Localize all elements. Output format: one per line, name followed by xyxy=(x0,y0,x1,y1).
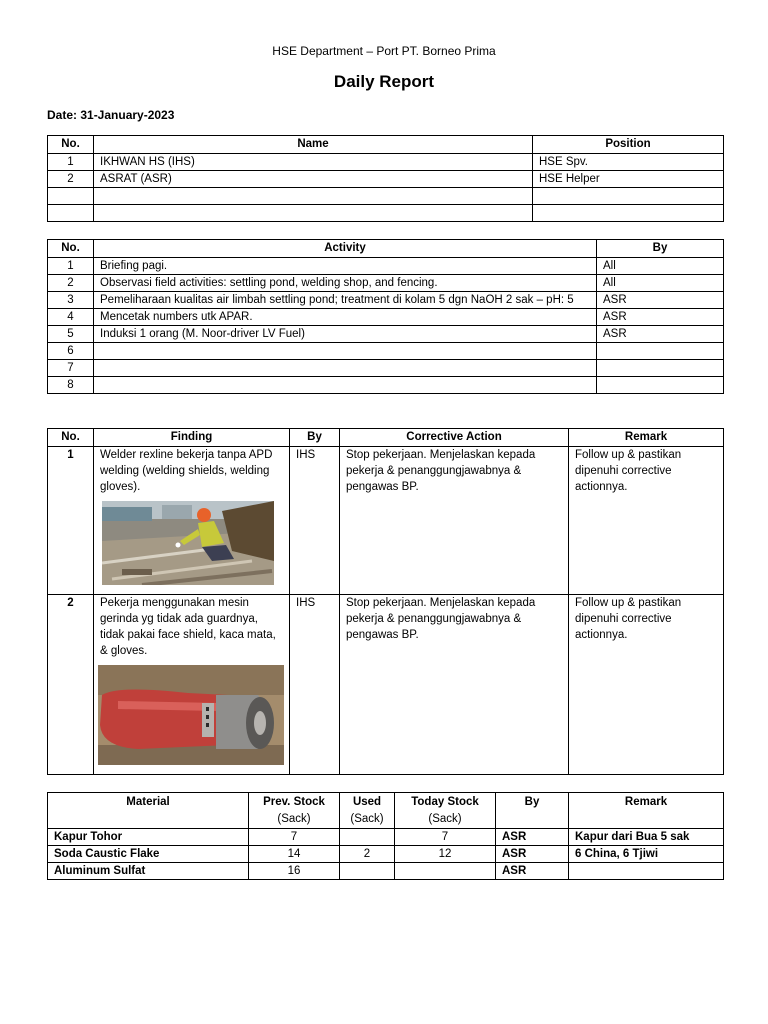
material-by: ASR xyxy=(496,846,569,863)
row-number xyxy=(48,188,94,205)
finding-remark: Follow up & pastikan dipenuhi corrective actionnya. xyxy=(569,447,724,595)
material-remark: Kapur dari Bua 5 sak xyxy=(569,829,724,846)
column-header: By xyxy=(597,240,724,258)
used-stock: 2 xyxy=(340,846,395,863)
row-number: 4 xyxy=(48,309,94,326)
activity-by: All xyxy=(597,275,724,292)
finding-text: Welder rexline bekerja tanpa APD welding (welding shields, welding gloves). xyxy=(100,449,273,493)
row-number: 8 xyxy=(48,377,94,394)
table-row xyxy=(48,171,724,188)
table-row xyxy=(48,846,724,863)
activity-by: ASR xyxy=(597,292,724,309)
column-header: Today Stock (Sack) xyxy=(395,793,496,829)
department-header: HSE Department – Port PT. Borneo Prima xyxy=(272,44,496,58)
activity-by: All xyxy=(597,258,724,275)
material-remark: 6 China, 6 Tjiwi xyxy=(569,846,724,863)
person-name xyxy=(94,205,533,222)
report-title: Daily Report xyxy=(333,72,435,91)
person-position: HSE Helper xyxy=(533,171,724,188)
column-header: Position xyxy=(533,136,724,154)
activity-text: Observasi field activities: settling pond, welding shop, and fencing. xyxy=(94,275,597,292)
table-row xyxy=(48,829,724,846)
findings-table xyxy=(47,428,724,775)
prev-stock: 14 xyxy=(249,846,340,863)
today-stock: 12 xyxy=(395,846,496,863)
material-name: Kapur Tohor xyxy=(48,829,249,846)
row-number: 2 xyxy=(48,595,94,775)
column-header: Activity xyxy=(94,240,597,258)
today-stock: 7 xyxy=(395,829,496,846)
material-remark xyxy=(569,863,724,880)
activity-by: ASR xyxy=(597,326,724,343)
person-name: IKHWAN HS (IHS) xyxy=(94,154,533,171)
row-number: 1 xyxy=(48,258,94,275)
finding-cell xyxy=(94,595,290,775)
row-number: 5 xyxy=(48,326,94,343)
material-by: ASR xyxy=(496,829,569,846)
table-row xyxy=(48,275,724,292)
row-number: 1 xyxy=(48,154,94,171)
column-header: Finding xyxy=(94,429,290,447)
activity-table xyxy=(47,239,724,394)
table-row xyxy=(48,343,724,360)
table-row xyxy=(48,309,724,326)
welding-photo xyxy=(102,501,274,585)
table-row xyxy=(48,292,724,309)
row-number: 7 xyxy=(48,360,94,377)
table-header-row xyxy=(48,793,724,829)
table-row xyxy=(48,377,724,394)
table-row xyxy=(48,326,724,343)
used-stock xyxy=(340,863,395,880)
table-row xyxy=(48,205,724,222)
column-header: Corrective Action xyxy=(340,429,569,447)
prev-stock: 16 xyxy=(249,863,340,880)
used-stock xyxy=(340,829,395,846)
row-number: 3 xyxy=(48,292,94,309)
person-position xyxy=(533,188,724,205)
material-name: Aluminum Sulfat xyxy=(48,863,249,880)
column-header: Used (Sack) xyxy=(340,793,395,829)
table-row xyxy=(48,258,724,275)
material-name: Soda Caustic Flake xyxy=(48,846,249,863)
row-number: 2 xyxy=(48,171,94,188)
activity-text: Briefing pagi. xyxy=(94,258,597,275)
finding-cell xyxy=(94,447,290,595)
activity-text: Induksi 1 orang (M. Noor-driver LV Fuel) xyxy=(94,326,597,343)
today-stock xyxy=(395,863,496,880)
column-header: By xyxy=(290,429,340,447)
table-header-row xyxy=(48,429,724,447)
column-header: No. xyxy=(48,429,94,447)
column-header: Remark xyxy=(569,793,724,829)
activity-text: Pemeliharaan kualitas air limbah settling pond; treatment di kolam 5 dgn NaOH 2 sak – pH: 5 xyxy=(94,292,597,309)
activity-text xyxy=(94,360,597,377)
column-header: Remark xyxy=(569,429,724,447)
activity-by: ASR xyxy=(597,309,724,326)
report-date: Date: 31-January-2023 xyxy=(47,108,175,122)
column-header: Name xyxy=(94,136,533,154)
row-number: 1 xyxy=(48,447,94,595)
table-row xyxy=(48,447,724,595)
activity-text: Mencetak numbers utk APAR. xyxy=(94,309,597,326)
table-row xyxy=(48,863,724,880)
table-header-row xyxy=(48,136,724,154)
finding-by: IHS xyxy=(290,447,340,595)
finding-by: IHS xyxy=(290,595,340,775)
personnel-table xyxy=(47,135,724,222)
activity-by xyxy=(597,343,724,360)
activity-by xyxy=(597,377,724,394)
table-row xyxy=(48,360,724,377)
table-row xyxy=(48,188,724,205)
prev-stock: 7 xyxy=(249,829,340,846)
column-header: By xyxy=(496,793,569,829)
column-header: No. xyxy=(48,240,94,258)
table-row xyxy=(48,154,724,171)
person-name xyxy=(94,188,533,205)
person-position: HSE Spv. xyxy=(533,154,724,171)
activity-text xyxy=(94,377,597,394)
person-position xyxy=(533,205,724,222)
corrective-action: Stop pekerjaan. Menjelaskan kepada pekerja & penanggungjawabnya & pengawas BP. xyxy=(340,447,569,595)
column-header: Prev. Stock (Sack) xyxy=(249,793,340,829)
finding-remark: Follow up & pastikan dipenuhi corrective actionnya. xyxy=(569,595,724,775)
corrective-action: Stop pekerjaan. Menjelaskan kepada pekerja & penanggungjawabnya & pengawas BP. xyxy=(340,595,569,775)
activity-text xyxy=(94,343,597,360)
row-number xyxy=(48,205,94,222)
finding-text: Pekerja menggunakan mesin gerinda yg tidak ada guardnya, tidak pakai face shield, kaca mata, & gloves. xyxy=(100,597,276,657)
column-header: No. xyxy=(48,136,94,154)
material-table xyxy=(47,792,724,880)
table-header-row xyxy=(48,240,724,258)
material-by: ASR xyxy=(496,863,569,880)
column-header: Material xyxy=(48,793,249,829)
row-number: 6 xyxy=(48,343,94,360)
activity-by xyxy=(597,360,724,377)
person-name: ASRAT (ASR) xyxy=(94,171,533,188)
row-number: 2 xyxy=(48,275,94,292)
grinder-photo xyxy=(98,665,284,765)
table-row xyxy=(48,595,724,775)
